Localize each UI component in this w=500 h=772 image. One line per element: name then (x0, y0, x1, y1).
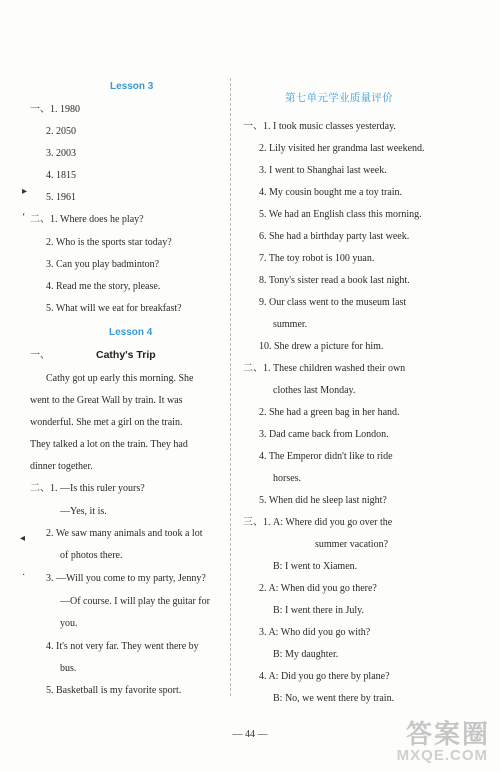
l3-line-5: 5. 1961 (46, 192, 76, 203)
watermark-url: MXQE.COM (396, 747, 488, 764)
l4-line-4: They talked a lot on the train. They had (30, 439, 188, 450)
l4-line-5: dinner together. (30, 461, 93, 472)
r-line-5: 5. We had an English class this morning. (259, 209, 422, 220)
r-line-13: clothes last Monday. (273, 385, 356, 396)
scan-mark: ▸ (22, 186, 28, 197)
watermark (396, 714, 494, 766)
l4-line-1: Cathy got up early this morning. She (46, 373, 194, 384)
r-line-20: summer vacation? (315, 539, 389, 550)
r-line-23: B: I went there in July. (273, 605, 365, 616)
r-line-15: 3. Dad came back from London. (259, 429, 389, 440)
l4-line-9: of photos there. (60, 550, 123, 561)
l4-line-11: —Of course. I will play the guitar for (60, 596, 210, 607)
l3-line-7: 2. Who is the sports star today? (46, 237, 172, 248)
l4-line-3: wonderful. She met a girl on the train. (30, 417, 183, 428)
r-line-17: horses. (273, 473, 302, 484)
l3-line-3: 3. 2003 (46, 148, 76, 159)
l3-line-2: 2. 2050 (46, 126, 76, 137)
scan-mark: ◂ (20, 533, 26, 544)
lesson4-heading: Lesson 4 (109, 327, 153, 338)
l4-line-10: 3. —Will you come to my party, Jenny? (46, 573, 206, 584)
l4-line-13: 4. It's not very far. They went there by (46, 641, 199, 652)
r-line-3: 3. I went to Shanghai last week. (259, 165, 387, 176)
l3-line-10: 5. What will we eat for breakfast? (46, 303, 182, 314)
lesson3-heading: Lesson 3 (110, 81, 154, 92)
r-line-22: 2. A: When did you go there? (259, 583, 377, 594)
r-line-9: 9. Our class went to the museum last (259, 297, 407, 308)
l4-line-12: you. (60, 618, 78, 629)
watermark-logo: 答案圈 (405, 720, 490, 750)
l4-line-7: —Yes, it is. (60, 506, 107, 517)
r-line-2: 2. Lily visited her grandma last weekend. (259, 143, 425, 154)
r-line-8: 8. Tony's sister read a book last night. (259, 275, 410, 286)
l3-line-9: 4. Read me the story, please. (46, 281, 161, 292)
r-line-16: 4. The Emperor didn't like to ride (259, 451, 393, 462)
l4-line-2: went to the Great Wall by train. It was (30, 395, 183, 406)
r-line-27: B: No, we went there by train. (273, 693, 395, 704)
r-line-19: 三、1. A: Where did you go over the (243, 517, 393, 528)
l4-line-8: 2. We saw many animals and took a lot (46, 528, 203, 539)
r-line-12: 二、1. These children washed their own (243, 363, 406, 374)
l3-line-4: 4. 1815 (46, 170, 76, 181)
r-line-11: 10. She drew a picture for him. (259, 341, 384, 352)
scan-mark: · (22, 570, 26, 581)
scan-mark: ‘ (22, 212, 26, 223)
story-title: Cathy's Trip (96, 349, 156, 361)
l3-line-8: 3. Can you play badminton? (46, 259, 160, 270)
page-number: — 44 — (232, 729, 268, 740)
r-line-26: 4. A: Did you go there by plane? (259, 671, 390, 682)
l4-line-6: 二、1. —Is this ruler yours? (30, 483, 145, 494)
r-line-6: 6. She had a birthday party last week. (259, 231, 410, 242)
l3-line-6: 二、1. Where does he play? (30, 214, 144, 225)
l3-line-1: 一、1. 1980 (30, 104, 80, 115)
column-divider (230, 78, 231, 696)
r-line-25: B: My daughter. (273, 649, 339, 660)
r-line-7: 7. The toy robot is 100 yuan. (259, 253, 375, 264)
r-line-18: 5. When did he sleep last night? (259, 495, 387, 506)
r-line-21: B: I went to Xiamen. (273, 561, 358, 572)
l4-line-15: 5. Basketball is my favorite sport. (46, 685, 182, 696)
r-line-14: 2. She had a green bag in her hand. (259, 407, 400, 418)
unit-evaluation-heading: 第七单元学业质量评价 (285, 92, 393, 104)
r-line-10: summer. (273, 319, 308, 330)
l4-section-prefix: 一、 (30, 350, 50, 361)
r-line-4: 4. My cousin bought me a toy train. (259, 187, 403, 198)
l4-line-14: bus. (60, 663, 77, 674)
r-line-1: 一、1. I took music classes yesterday. (243, 121, 396, 132)
r-line-24: 3. A: Who did you go with? (259, 627, 371, 638)
